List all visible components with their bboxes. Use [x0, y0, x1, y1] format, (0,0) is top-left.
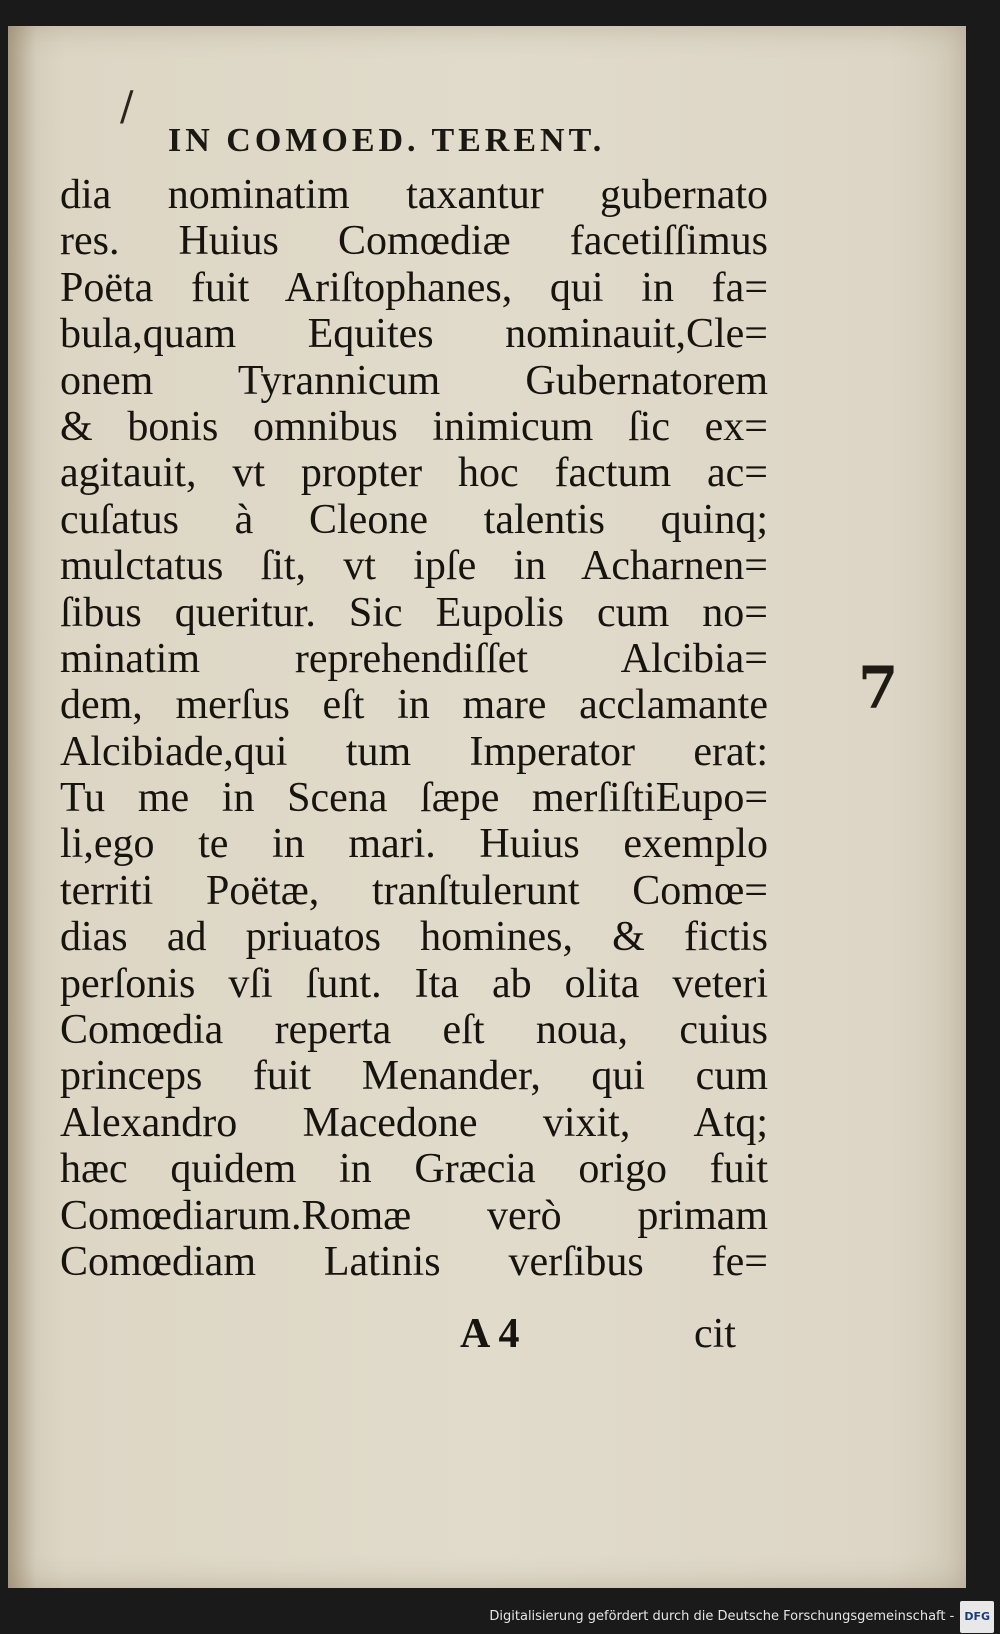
text-line: dia nominatim taxantur gubernato — [60, 172, 768, 218]
text-line: Tu me in Scena ſæpe merſiſtiEupo= — [60, 775, 768, 822]
text-line: li,ego te in mari. Huius exemplo — [60, 821, 768, 868]
handwritten-mark-margin: 7 — [858, 654, 899, 722]
text-line: ſibus queritur. Sic Eupolis cum no= — [60, 589, 768, 636]
text-line: cuſatus à Cleone talentis quinq; — [60, 496, 768, 543]
text-line: res. Huius Comœdiæ facetiſſimus — [60, 218, 768, 265]
body-text — [60, 172, 768, 1285]
handwritten-mark-top: / — [120, 84, 134, 130]
text-line: agitauit, vt propter hoc factum ac= — [60, 450, 768, 497]
text-line: Comœdia reperta eſt noua, cuius — [60, 1007, 768, 1054]
text-line: mulctatus ſit, vt ipſe in Acharnen= — [60, 543, 768, 590]
signature-mark: A 4 — [460, 1311, 520, 1357]
digitization-credit — [489, 1602, 994, 1632]
text-line: Alexandro Macedone vixit, Atq; — [60, 1099, 768, 1146]
dfg-logo-icon: DFG — [960, 1601, 994, 1633]
text-line: Alcibiade,qui tum Imperator erat: — [60, 728, 768, 775]
text-line: minatim reprehendiſſet Alcibia= — [60, 635, 768, 682]
text-line: Comœdiam Latinis verſibus fe= — [60, 1238, 768, 1285]
text-line: princeps fuit Menander, qui cum — [60, 1053, 768, 1100]
text-line: hæc quidem in Græcia origo fuit — [60, 1146, 768, 1193]
text-line: perſonis vſi ſunt. Ita ab olita veteri — [60, 960, 768, 1007]
text-line: dias ad priuatos homines, & fictis — [60, 914, 768, 961]
text-line: Comœdiarum.Romæ verò primam — [60, 1192, 768, 1239]
catchword: cit — [694, 1311, 736, 1357]
text-line: territi Poëtæ, tranſtulerunt Comœ= — [60, 867, 768, 914]
credit-text: Digitalisierung gefördert durch die Deutsche Forschungsgemeinschaft - — [489, 1609, 955, 1624]
text-line: & bonis omnibus inimicum ſic ex= — [60, 403, 768, 450]
text-line: onem Tyrannicum Gubernatorem — [60, 357, 768, 404]
running-head: IN COMOED. TERENT. — [168, 122, 606, 159]
text-line: Poëta fuit Ariſtophanes, qui in fa= — [60, 264, 768, 311]
page-footer — [0, 1310, 1000, 1360]
text-line: bula,quam Equites nominauit,Cle= — [60, 311, 768, 358]
text-line: dem, merſus eſt in mare acclamante — [60, 682, 768, 729]
